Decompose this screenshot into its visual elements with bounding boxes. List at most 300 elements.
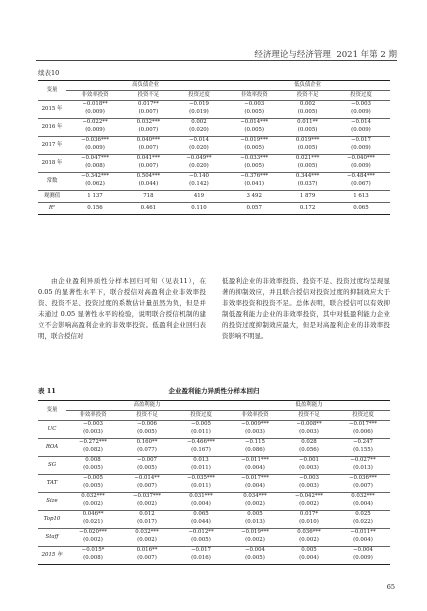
table11-body [38,421,390,565]
standard-error-value: (0.005) [244,162,265,169]
table-cell [124,137,173,155]
table10-label: 续表10 [38,69,60,77]
coefficient-value: −0.033*** [240,154,269,161]
standard-error-value: (0.002) [137,500,157,507]
standard-error-value: (0.004) [299,554,319,561]
table10-cell: 0.172 [299,204,316,211]
table-cell [282,457,336,475]
coefficient-value: 0.021*** [295,154,320,161]
table-row [38,547,390,565]
table-cell [225,101,283,119]
standard-error-value: (0.005) [297,126,318,133]
table-cell [282,475,336,493]
standard-error-value: (0.011) [191,464,211,471]
table-cell [228,493,282,511]
standard-error-value: (0.008) [85,162,105,169]
table-cell [283,155,332,173]
table10-subheader: 投资不足 [137,91,160,98]
coefficient-value: −0.247 [353,438,373,445]
table-cell [282,511,336,529]
table-cell [66,475,120,493]
table-row [38,155,390,173]
standard-error-value: (0.009) [351,126,371,133]
table11-var-header: 变量 [38,401,66,421]
table11-subheader: 投资不足 [136,411,158,418]
standard-error-value: (0.005) [245,554,265,561]
page-number: 65 [386,583,395,591]
table-cell [66,457,120,475]
table10-cell: 3 492 [246,192,262,199]
table-cell [120,493,174,511]
coefficient-value: 0.002 [299,100,316,107]
coefficient-value: 0.011** [297,118,318,125]
table-cell [174,511,228,529]
table-row [38,511,390,529]
standard-error-value: (0.002) [299,536,319,543]
coefficient-value: −0.003 [350,100,371,107]
coefficient-value: −0.014 [188,136,209,143]
standard-error-value: (0.004) [353,500,373,507]
table-10 [38,80,390,215]
coefficient-value: 0.019*** [295,136,320,143]
table-row [38,529,390,547]
table-cell [282,421,336,439]
table-cell [66,511,120,529]
table-cell [282,529,336,547]
coefficient-value: −0.003 [244,100,265,107]
coefficient-value: −0.003 [299,474,319,481]
coefficient-value: −0.009*** [240,420,270,427]
table-row [38,457,390,475]
coefficient-value: 0.005 [301,546,317,553]
table-cell [66,493,120,511]
coefficient-value: −0.140 [188,172,209,179]
table-row [38,101,390,119]
standard-error-value: (0.004) [353,536,373,543]
standard-error-value: (0.062) [85,180,105,187]
table10-obs-label: 观测值 [43,192,61,199]
table-cell [282,439,336,457]
table10-cell: 0.065 [353,204,369,211]
table-cell [283,101,332,119]
row-label: Staff [45,533,59,540]
standard-error-value: (0.013) [245,518,265,525]
coefficient-value: −0.005 [191,420,211,427]
standard-error-value: (0.005) [137,428,157,435]
coefficient-value: −0.466*** [186,438,216,445]
table-cell [66,439,120,457]
table-cell [174,439,228,457]
row-label: ROA [45,443,59,450]
table-cell [173,137,225,155]
table-cell [120,457,174,475]
row-label: SG [48,461,56,468]
coefficient-value: −0.036*** [348,474,378,481]
table-cell [282,547,336,565]
coefficient-value: 0.032*** [135,528,159,535]
coefficient-value: 0.005 [247,510,263,517]
standard-error-value: (0.086) [245,446,265,453]
table-cell [124,173,173,191]
table11-subheader: 投资过度 [352,411,374,418]
table-cell [120,439,174,457]
coefficient-value: 0.065 [193,510,209,517]
table-row [38,137,390,155]
table11-subheader: 非效率投资 [79,411,107,418]
coefficient-value: −0.035*** [186,474,216,481]
table-cell [120,421,174,439]
standard-error-value: (0.003) [299,428,319,435]
table10-group-high: 高负债企业 [66,81,225,91]
standard-error-value: (0.002) [245,536,265,543]
table-cell [174,493,228,511]
coefficient-value: −0.019*** [240,136,269,143]
coefficient-value: −0.027** [350,456,376,463]
table11-caption: 企业盈利能力异质性分样本回归 [168,387,260,395]
table10-cell: 0.057 [246,204,262,211]
table11-group-low: 低盈利能力 [228,401,390,411]
table-11 [38,400,390,565]
coefficient-value: −0.011** [350,528,376,535]
standard-error-value: (0.009) [351,144,371,151]
table-cell [120,475,174,493]
standard-error-value: (0.002) [299,500,319,507]
table-cell [120,529,174,547]
table-cell [228,457,282,475]
table10-r2-label: R² [48,204,56,211]
table10-subheader: 投资过度 [188,91,210,98]
standard-error-value: (0.009) [351,108,371,115]
table-cell [173,155,225,173]
coefficient-value: −0.015* [81,546,105,553]
table-row [38,493,390,511]
table-cell [66,529,120,547]
coefficient-value: 0.034*** [243,492,267,499]
coefficient-value: −0.017*** [348,420,378,427]
table-cell [283,137,332,155]
standard-error-value: (0.016) [191,554,211,561]
standard-error-value: (0.077) [137,446,157,453]
row-label: Top10 [43,515,61,522]
table-cell [120,547,174,565]
table-row [38,439,390,457]
body-paragraph-left: 由企业盈利异质性分样本回归可知（见表11），在 0.05 的显著性水平下，联合授信对高盈利企业非效率投资、投资不足、投资过度的系数估计量虽然为负，但是并未通过 0.05 显著性水平的检验，说明联合授信机制的建立不会影响高盈利企业的非效率投资。低盈利企业回归表明，联合授信对 [38,277,206,340]
standard-error-value: (0.004) [245,464,265,471]
coefficient-value: −0.007 [137,456,157,463]
table-row [38,421,390,439]
coefficient-value: −0.484*** [346,172,375,179]
table-cell [225,137,283,155]
standard-error-value: (0.009) [353,554,373,561]
table10-cell: 1 879 [299,192,316,199]
table-cell [120,511,174,529]
row-label: 2016 年 [41,123,63,130]
table-cell [225,155,283,173]
standard-error-value: (0.002) [245,500,265,507]
standard-error-value: (0.155) [353,446,373,453]
coefficient-value: 0.046** [82,510,104,517]
coefficient-value: −0.376*** [240,172,269,179]
standard-error-value: (0.013) [353,464,373,471]
table10-cell: 718 [143,192,154,199]
coefficient-value: 0.040*** [136,136,161,143]
table-cell [124,119,173,137]
standard-error-value: (0.003) [299,482,319,489]
standard-error-value: (0.002) [83,536,103,543]
standard-error-value: (0.007) [137,482,157,489]
coefficient-value: 0.032*** [81,492,105,499]
table-cell [66,421,120,439]
standard-error-value: (0.005) [191,536,211,543]
standard-error-value: (0.007) [138,144,159,151]
standard-error-value: (0.005) [137,464,157,471]
coefficient-value: 0.002 [191,118,207,125]
coefficient-value: −0.342*** [81,172,110,179]
table-cell [228,475,282,493]
coefficient-value: 0.028 [301,438,317,445]
table11-subheader: 非效率投资 [241,411,269,418]
coefficient-value: −0.012** [188,528,214,535]
row-label: 2015 年 [41,105,63,112]
table-cell [174,529,228,547]
table10-subheader: 投资不足 [296,91,319,98]
table-cell [66,119,124,137]
coefficient-value: 0.031*** [189,492,213,499]
standard-error-value: (0.005) [83,482,103,489]
standard-error-value: (0.009) [351,162,371,169]
issue-label: 2021 年第 2 期 [336,50,397,60]
table-cell [174,421,228,439]
table-cell [332,119,390,137]
coefficient-value: −0.004 [245,546,265,553]
coefficient-value: 0.160** [136,438,158,445]
standard-error-value: (0.007) [353,482,373,489]
coefficient-value: 0.008 [85,456,101,463]
coefficient-value: 0.025 [355,510,371,517]
standard-error-value: (0.167) [191,446,211,453]
standard-error-value: (0.005) [244,108,265,115]
table-cell [228,547,282,565]
coefficient-value: −0.017 [191,546,211,553]
table-cell [283,119,332,137]
coefficient-value: 0.013 [193,456,209,463]
standard-error-value: (0.005) [83,464,103,471]
table10-subheader: 非效率投资 [81,91,109,98]
table10-group-low: 低负债企业 [225,81,390,91]
table-cell [174,475,228,493]
coefficient-value: −0.019 [188,100,209,107]
table-cell [336,439,390,457]
coefficient-value: 0.017* [299,510,319,517]
table-cell [174,547,228,565]
header-rule [36,60,397,61]
standard-error-value: (0.022) [353,518,373,525]
coefficient-value: −0.005 [83,474,103,481]
coefficient-value: −0.008** [296,420,322,427]
table-cell [332,101,390,119]
table11-subheader: 投资不足 [298,411,320,418]
standard-error-value: (0.003) [245,428,265,435]
coefficient-value: 0.344*** [295,172,320,179]
table-cell [228,511,282,529]
standard-error-value: (0.020) [189,126,209,133]
standard-error-value: (0.142) [189,180,209,187]
table11-title [38,386,390,395]
standard-error-value: (0.007) [137,554,157,561]
table-cell [66,137,124,155]
standard-error-value: (0.009) [85,126,105,133]
coefficient-value: 0.036*** [297,528,321,535]
coefficient-value: 0.032*** [136,118,161,125]
coefficient-value: 0.012 [139,510,155,517]
table-cell [336,475,390,493]
standard-error-value: (0.007) [138,162,159,169]
standard-error-value: (0.020) [189,144,209,151]
coefficient-value: −0.017 [350,136,371,143]
standard-error-value: (0.005) [244,126,265,133]
coefficient-value: −0.004 [353,546,373,553]
table10-cell: 419 [193,192,205,199]
coefficient-value: 0.017** [137,100,159,107]
table-row [38,173,390,191]
table-cell [173,101,225,119]
table10-cell: 0.110 [191,204,207,211]
standard-error-value: (0.044) [138,180,159,187]
standard-error-value: (0.006) [353,428,373,435]
standard-error-value: (0.002) [83,500,103,507]
coefficient-value: −0.014*** [240,118,269,125]
row-label: UC [47,425,57,432]
coefficient-value: −0.037*** [132,492,162,499]
standard-error-value: (0.004) [245,482,265,489]
coefficient-value: −0.003 [83,420,103,427]
table-cell [66,173,124,191]
row-label: Size [46,497,58,504]
coefficient-value: −0.272*** [78,438,108,445]
standard-error-value: (0.009) [85,108,105,115]
coefficient-value: −0.049** [186,154,212,161]
table-cell [173,119,225,137]
body-paragraph-right: 低盈利企业的非效率投资、投资不足、投资过度均呈现显著的抑制效应，并且联合授信对投资过度的抑制效应大于非效率投资和投资不足。总体表明，联合授信可以有效抑制低盈利能力企业的非效率投资，其中对低盈利能力企业的投资过度抑制效应最大，但是对高盈利企业的非效率投资影响不明显。 [222,277,390,340]
standard-error-value: (0.020) [189,162,209,169]
table10-subheader: 投资过度 [350,91,372,98]
standard-error-value: (0.005) [244,144,265,151]
table10-cell: 1 137 [87,192,103,199]
table-cell [336,493,390,511]
table-cell [228,439,282,457]
table-cell [66,101,124,119]
row-label: 常数 [46,177,58,184]
row-label: TAT [46,479,58,486]
table-cell [282,493,336,511]
standard-error-value: (0.009) [85,144,105,151]
standard-error-value: (0.002) [137,536,157,543]
table11-label: 表 11 [38,387,56,395]
coefficient-value: 0.032*** [351,492,375,499]
table-cell [332,137,390,155]
table-cell [336,529,390,547]
standard-error-value: (0.003) [83,428,103,435]
standard-error-value: (0.007) [138,126,159,133]
standard-error-value: (0.007) [138,108,159,115]
coefficient-value: −0.019*** [240,528,270,535]
coefficient-value: −0.020*** [78,528,108,535]
standard-error-value: (0.011) [191,482,211,489]
standard-error-value: (0.003) [299,464,319,471]
table-cell [336,547,390,565]
table-cell [173,173,225,191]
standard-error-value: (0.011) [191,428,211,435]
table-cell [66,547,120,565]
table-cell [283,173,332,191]
row-label: 2015 年 [41,551,63,558]
standard-error-value: (0.010) [299,518,319,525]
coefficient-value: −0.047*** [81,154,110,161]
table11-group-high: 高盈利能力 [66,401,228,411]
standard-error-value: (0.005) [297,144,318,151]
table-cell [332,173,390,191]
table-cell [174,457,228,475]
table-cell [336,421,390,439]
coefficient-value: −0.011*** [240,456,270,463]
standard-error-value: (0.056) [299,446,319,453]
table10-var-header: 变量 [38,81,66,101]
running-header [254,48,397,60]
table-cell [66,155,124,173]
coefficient-value: −0.042*** [294,492,324,499]
coefficient-value: −0.018** [82,100,108,107]
table-row [38,475,390,493]
coefficient-value: −0.036*** [81,136,110,143]
standard-error-value: (0.082) [83,446,103,453]
standard-error-value: (0.017) [137,518,157,525]
journal-title: 经济理论与经济管理 [254,50,331,60]
table-cell [336,457,390,475]
table-cell [336,511,390,529]
table10-cell: 0.461 [140,204,157,211]
coefficient-value: 0.016** [136,546,158,553]
row-label: 2018 年 [41,159,63,166]
table10-body [38,101,390,191]
standard-error-value: (0.005) [297,162,318,169]
coefficient-value: 0.041*** [136,154,161,161]
coefficient-value: −0.014 [350,118,371,125]
coefficient-value: −0.040*** [346,154,375,161]
table-cell [124,155,173,173]
standard-error-value: (0.004) [191,500,211,507]
row-label: 2017 年 [41,141,63,148]
coefficient-value: 0.504*** [136,172,161,179]
coefficient-value: −0.001 [299,456,319,463]
standard-error-value: (0.067) [351,180,371,187]
coefficient-value: −0.017*** [240,474,270,481]
standard-error-value: (0.021) [83,518,103,525]
table-cell [225,173,283,191]
coefficient-value: −0.022** [82,118,108,125]
table10-cell: 0.156 [87,204,103,211]
coefficient-value: −0.115 [245,438,265,445]
table11-subheader: 投资过度 [190,411,212,418]
table-cell [124,101,173,119]
table-cell [332,155,390,173]
table10-cell: 1 613 [353,192,369,199]
table-cell [228,421,282,439]
standard-error-value: (0.005) [297,108,318,115]
standard-error-value: (0.044) [191,518,211,525]
table-row [38,119,390,137]
table-cell [225,119,283,137]
coefficient-value: −0.006 [137,420,157,427]
